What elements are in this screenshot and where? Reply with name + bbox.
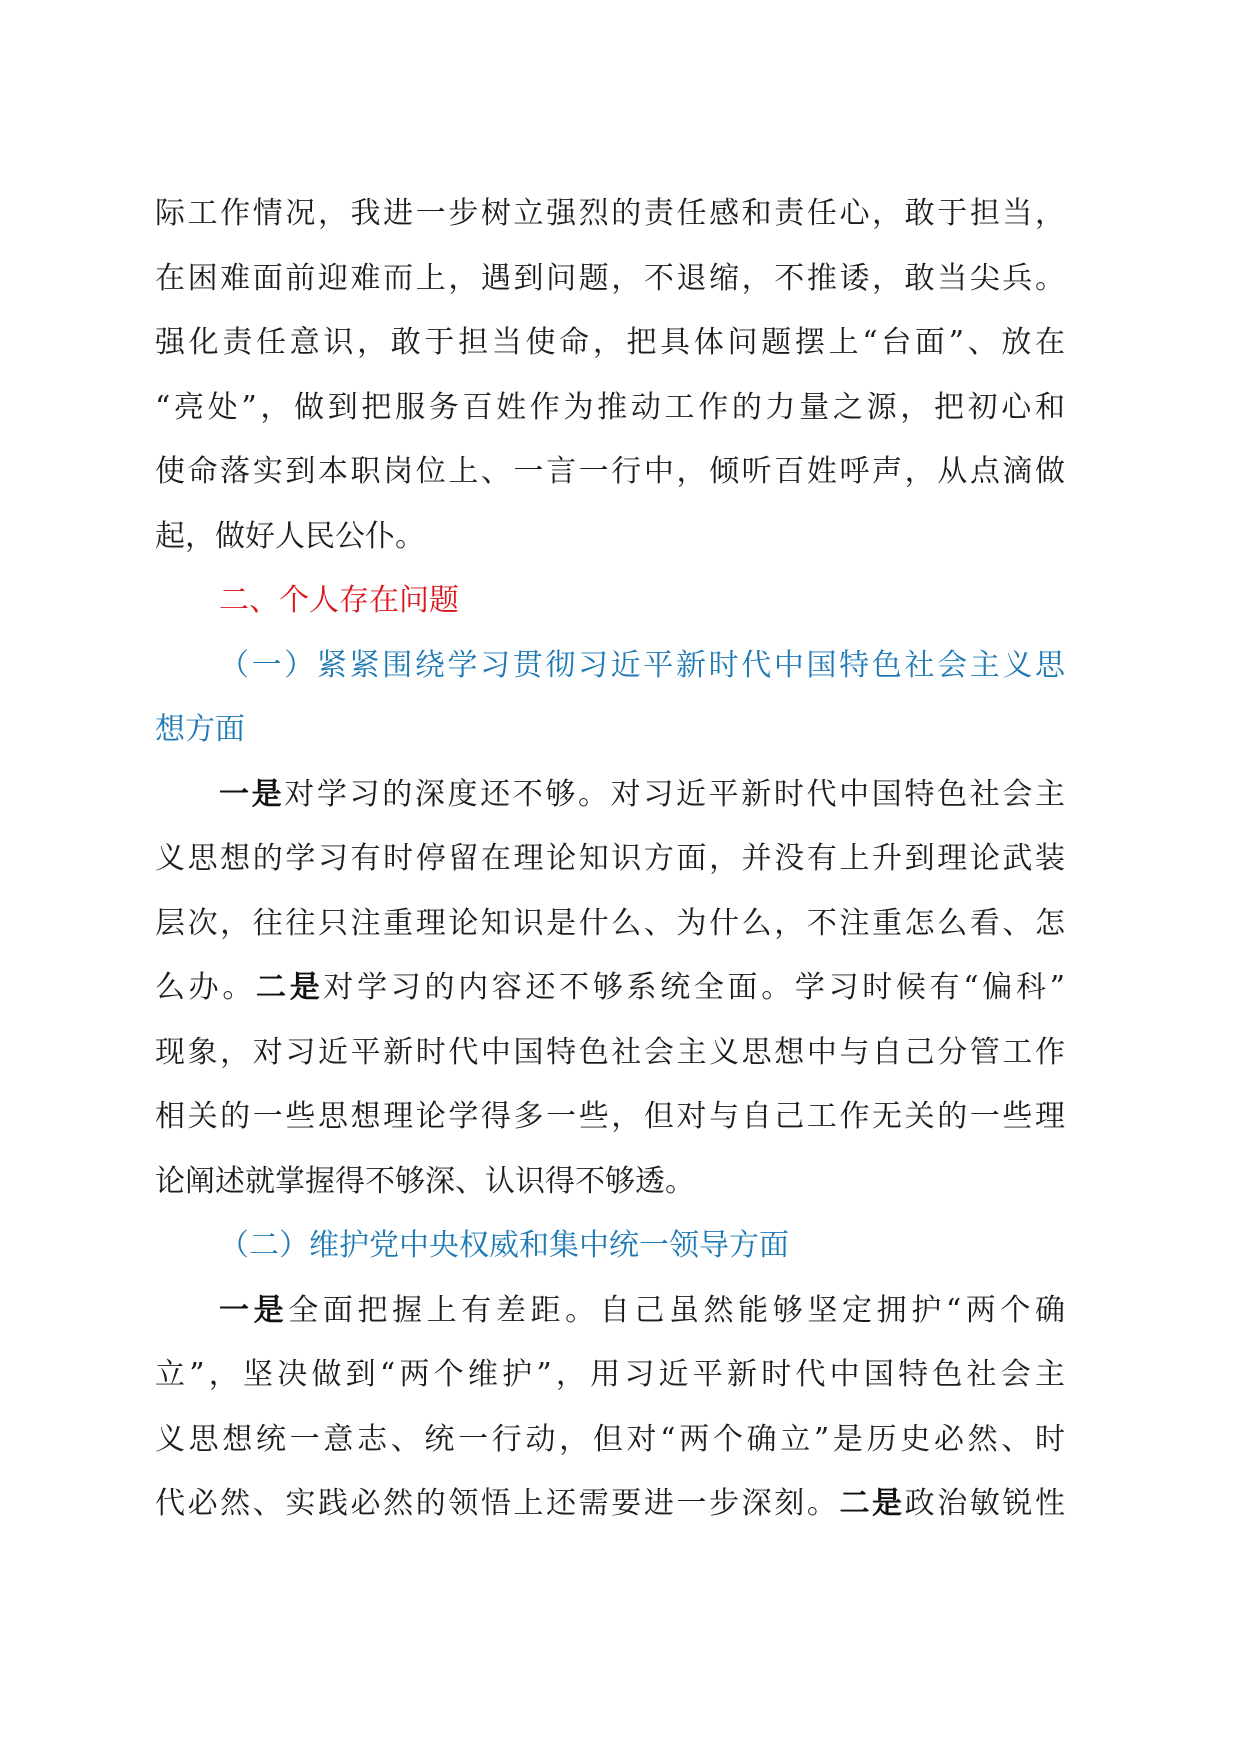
text-segment: 全面把握上有差距。自己虽然能够坚定拥护“两个确 <box>288 1292 1066 1328</box>
lead-marker: 二是 <box>256 970 324 1005</box>
paragraph-study-depth <box>155 763 1065 1215</box>
paragraph-responsibility <box>155 182 1065 569</box>
document-body <box>155 182 1065 1537</box>
text-segment: 对学习的内容还不够系统全面。学习时候有“偏科” <box>323 970 1066 1005</box>
text-line <box>155 763 1065 828</box>
text-line: 层次，往往只注重理论知识是什么、为什么，不注重怎么看、怎 <box>155 905 1065 941</box>
text-segment: 对学习的深度还不够。对习近平新时代中国特色社会主 <box>284 776 1066 812</box>
text-line <box>155 1279 1065 1344</box>
text-line: 际工作情况，我进一步树立强烈的责任感和责任心，敢于担当， <box>155 196 1065 231</box>
text-line: 立”，坚决做到“两个维护”，用习近平新时代中国特色社会主 <box>155 1357 1065 1392</box>
text-line <box>155 1472 1065 1537</box>
text-line: 现象，对习近平新时代中国特色社会主义思想中与自己分管工作 <box>155 1034 1065 1070</box>
paragraph-overall-grasp <box>155 1279 1065 1537</box>
text-line: 义思想的学习有时停留在理论知识方面，并没有上升到理论武装 <box>155 841 1065 876</box>
text-line <box>155 956 1065 1021</box>
text-line: 在困难面前迎难而上，遇到问题，不退缩，不推诿，敢当尖兵。 <box>155 260 1065 296</box>
section-heading: 二、个人存在问题 <box>219 583 459 618</box>
text-line: 起，做好人民公仆。 <box>155 518 425 554</box>
text-line: 义思想统一意志、统一行动，但对“两个确立”是历史必然、时 <box>155 1421 1065 1457</box>
text-segment: 代必然、实践必然的领悟上还需要进一步深刻。 <box>155 1486 840 1521</box>
text-line: 论阐述就掌握得不够深、认识得不够透。 <box>155 1163 695 1199</box>
lead-marker: 二是 <box>839 1486 905 1521</box>
text-line: “亮处”，做到把服务百姓作为推动工作的力量之源，把初心和 <box>155 389 1065 425</box>
lead-marker: 一是 <box>219 776 285 812</box>
subsection-heading-1 <box>155 634 1065 763</box>
text-segment: 么办。 <box>155 970 257 1005</box>
text-line: 强化责任意识，敢于担当使命，把具体问题摆上“台面”、放在 <box>155 325 1065 360</box>
text-line: 相关的一些思想理论学得多一些，但对与自己工作无关的一些理 <box>155 1099 1065 1134</box>
text-segment: 政治敏锐性 <box>904 1486 1066 1521</box>
lead-marker: 一是 <box>219 1292 289 1328</box>
text-line: 使命落实到本职岗位上、一言一行中，倾听百姓呼声，从点滴做 <box>155 454 1065 489</box>
subsection-heading-line: （一）紧紧围绕学习贯彻习近平新时代中国特色社会主义思 <box>219 647 1065 683</box>
subsection-heading-line: 想方面 <box>155 712 245 747</box>
subsection-heading-2: （二）维护党中央权威和集中统一领导方面 <box>219 1228 789 1263</box>
